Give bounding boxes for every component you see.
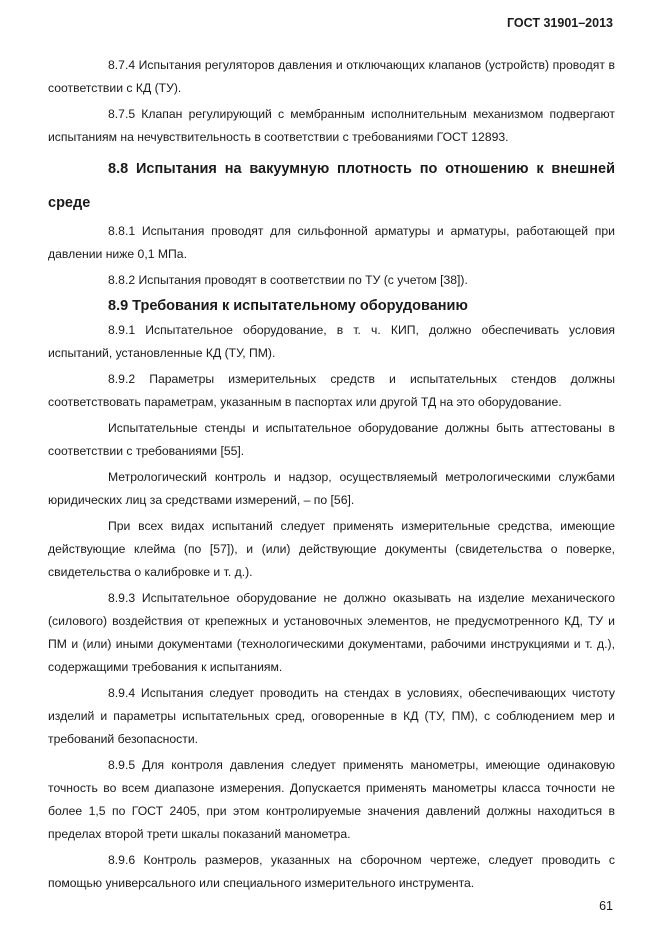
paragraph-8-9-2: 8.9.2 Параметры измерительных средств и испытательных стендов должны соответствовать параметрам, указанным в паспортах или другой ТД на это оборудование. — [48, 372, 615, 409]
paragraph-8-9-6: 8.9.6 Контроль размеров, указанных на сборочном чертеже, следует проводить с помощью универсального или специального измерительного инструмента. — [48, 853, 615, 890]
paragraph-8-9-3: 8.9.3 Испытательное оборудование не должно оказывать на изделие механического (силового) воздействия от крепежных и установочных элементов, не предусмотренного КД, ТУ и ПМ и (или) иными документами (технологическими документами, рабочими инструкциями и т. д.), содержащими требования к испытаниям. — [48, 591, 615, 674]
page-body — [48, 54, 615, 895]
paragraph-metrology: Метрологический контроль и надзор, осуществляемый метрологическими службами юридических лиц за средствами измерений, – по [56]. — [48, 470, 615, 507]
section-heading-8-9: 8.9 Требования к испытательному оборудованию — [108, 298, 468, 314]
paragraph-8-7-4: 8.7.4 Испытания регуляторов давления и отключающих клапанов (устройств) проводят в соответствии с КД (ТУ). — [48, 58, 615, 95]
paragraph-8-8-2: 8.8.2 Испытания проводят в соответствии по ТУ (с учетом [38]). — [108, 273, 468, 287]
paragraph-test-stands: Испытательные стенды и испытательное оборудование должны быть аттестованы в соответствии с требованиями [55]. — [48, 421, 615, 458]
paragraph-8-7-5: 8.7.5 Клапан регулирующий с мембранным исполнительным механизмом подвергают испытаниям на нечувствительность в соответствии с требованиями ГОСТ 12893. — [48, 107, 615, 144]
paragraph-8-9-5: 8.9.5 Для контроля давления следует применять манометры, имеющие одинаковую точность во всем диапазоне измерения. Допускается применять манометры класса точности не более 1,5 по ГОСТ 2405, при этом контролируемые значения давлений должны находиться в пределах второй трети шкалы показаний манометра. — [48, 758, 615, 841]
paragraph-8-8-1: 8.8.1 Испытания проводят для сильфонной арматуры и арматуры, работающей при давлении ниже 0,1 МПа. — [48, 224, 615, 261]
paragraph-measuring-instruments: При всех видах испытаний следует применять измерительные средства, имеющие действующие клейма (по [57]), и (или) действующие документы (свидетельства о поверке, свидетельства о калибровке и т. д.). — [48, 519, 615, 579]
paragraph-8-9-4: 8.9.4 Испытания следует проводить на стендах в условиях, обеспечивающих чистоту изделий и параметры испытательных сред, оговоренные в КД (ТУ, ПМ), с соблюдением мер и требований безопасности. — [48, 686, 615, 746]
section-heading-8-8: 8.8 Испытания на вакуумную плотность по отношению к внешней среде — [48, 161, 615, 211]
page-number: 61 — [599, 899, 613, 913]
document-code: ГОСТ 31901–2013 — [507, 16, 613, 30]
paragraph-8-9-1: 8.9.1 Испытательное оборудование, в т. ч. КИП, должно обеспечивать условия испытаний, установленные КД (ТУ, ПМ). — [48, 323, 615, 360]
